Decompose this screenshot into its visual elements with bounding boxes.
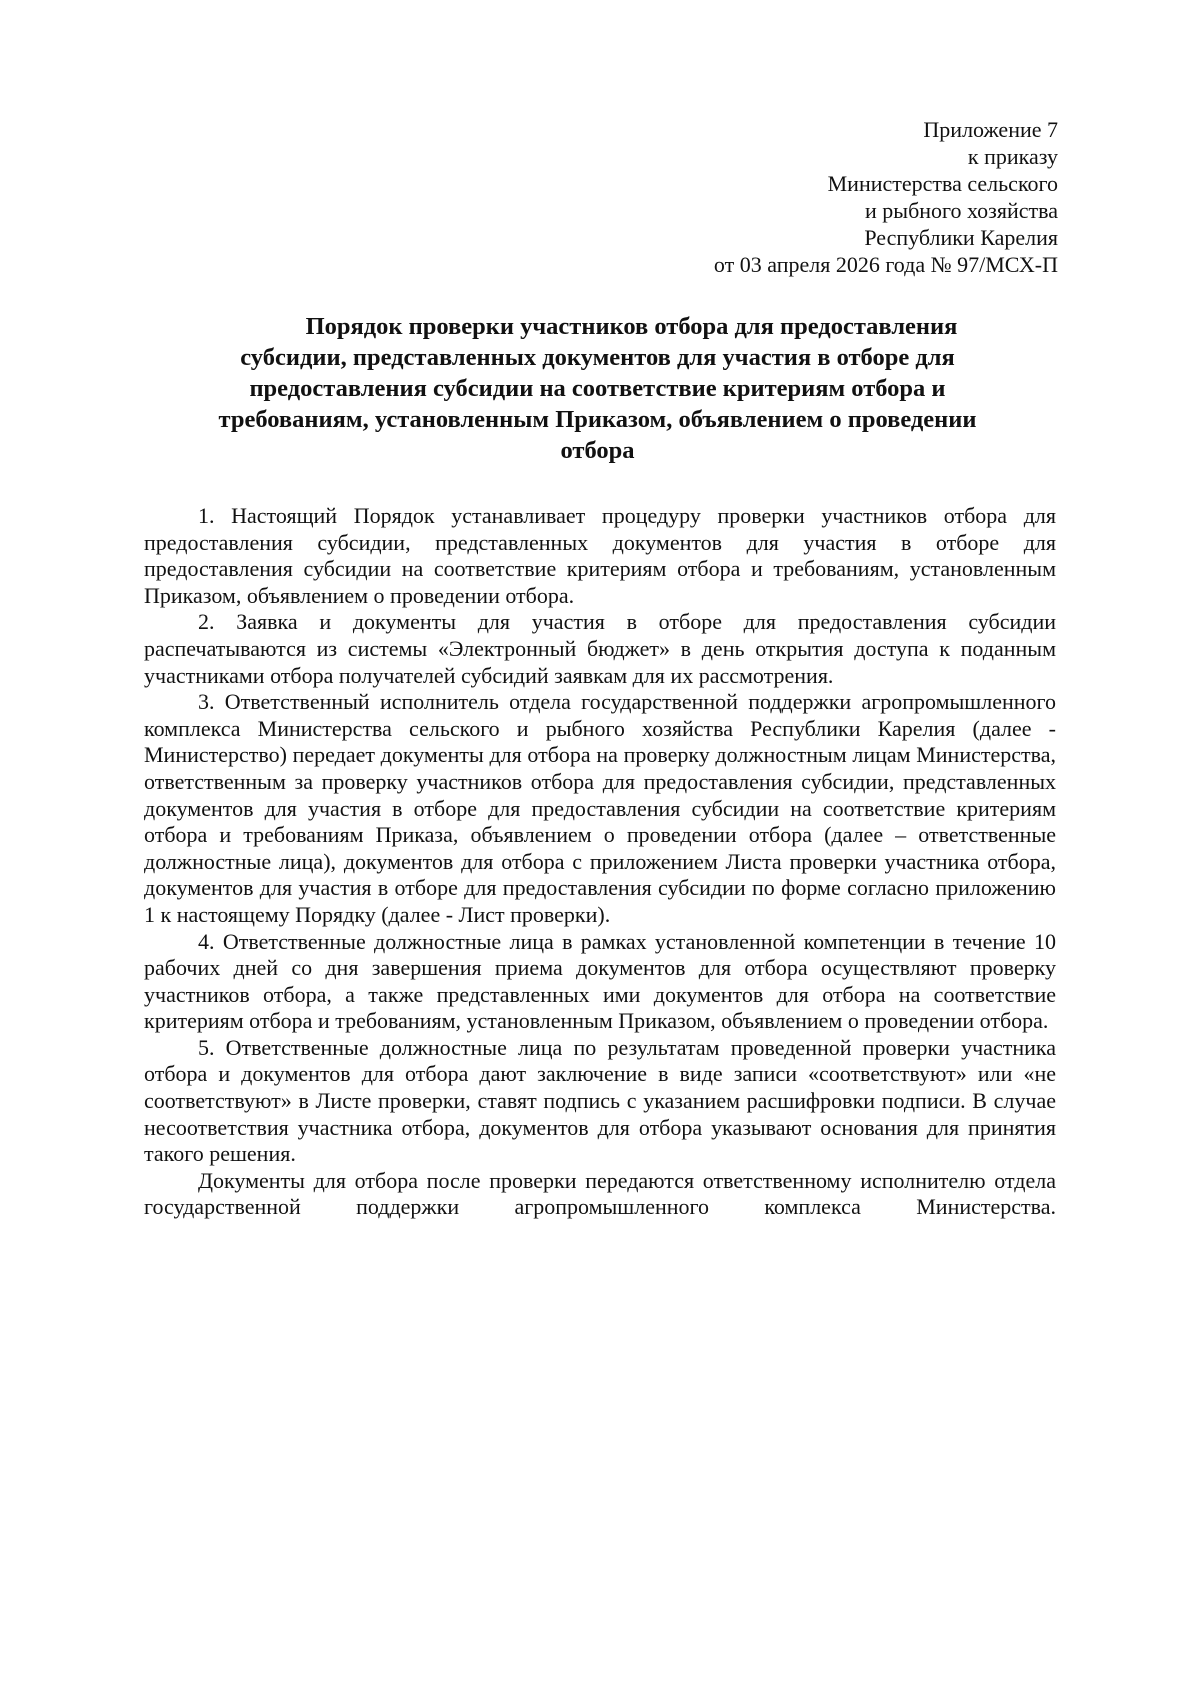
- appendix-date-number: от 03 апреля 2026 года № 97/МСХ-П: [713, 252, 1058, 277]
- title-line: требованиям, установленным Приказом, объявлением о проведении: [218, 406, 977, 433]
- document-body: [144, 503, 1056, 1221]
- appendix-ministry-line-2: и рыбного хозяйства: [865, 198, 1058, 223]
- appendix-number: Приложение 7: [923, 117, 1058, 142]
- document-title: [145, 311, 1050, 466]
- paragraph-3: 3. Ответственный исполнитель отдела государственной поддержки агропромышленного комплекса Министерства сельского и рыбного хозяйства Республики Карелия (далее - Министерство) передает документы для отбора на проверку должностным лицам Министерства, ответственным за проверку участников отбора для предоставления субсидии, представленных документов для участия в отборе для предоставления субсидии на соответствие критериям отбора и требованиям Приказа, объявлением о проведении отбора (далее – ответственные должностные лица), документов для отбора с приложением Листа проверки участника отбора, документов для участия в отборе для предоставления субсидии по форме согласно приложению 1 к настоящему Порядку (далее - Лист проверки).: [144, 689, 1056, 927]
- appendix-republic: Республики Карелия: [864, 225, 1058, 250]
- paragraph-5: 5. Ответственные должностные лица по результатам проведенной проверки участника отбора и документов для отбора дают заключение в виде записи «соответствуют» или «не соответствуют» в Листе проверки, ставят подпись с указанием расшифровки подписи. В случае несоответствия участника отбора, документов для отбора указывают основания для принятия такого решения.: [144, 1034, 1056, 1167]
- paragraph-6: Документы для отбора после проверки передаются ответственному исполнителю отдела государственной поддержки агропромышленного комплекса Министерства.: [144, 1167, 1056, 1220]
- title-line: предоставления субсидии на соответствие критериям отбора и: [249, 375, 946, 402]
- title-line: отбора: [560, 437, 635, 464]
- appendix-order-ref: к приказу: [967, 144, 1058, 169]
- title-line: Порядок проверки участников отбора для предоставления: [305, 313, 958, 340]
- paragraph-1: 1. Настоящий Порядок устанавливает процедуру проверки участников отбора для предоставления субсидии, представленных документов для участия в отборе для предоставления субсидии на соответствие критериям отбора и требованиям, установленным Приказом, объявлением о проведении отбора.: [144, 503, 1056, 608]
- paragraph-2: 2. Заявка и документы для участия в отборе для предоставления субсидии распечатываются из системы «Электронный бюджет» в день открытия доступа к поданным участниками отбора получателей субсидий заявкам для их рассмотрения.: [144, 609, 1056, 688]
- appendix-ministry-line-1: Министерства сельского: [827, 171, 1058, 196]
- title-line: субсидии, представленных документов для участия в отборе для: [240, 344, 955, 371]
- paragraph-4: 4. Ответственные должностные лица в рамках установленной компетенции в течение 10 рабочих дней со дня завершения приема документов для отбора осуществляют проверку участников отбора, а также представленных ими документов для отбора на соответствие критериям отбора и требованиям, установленным Приказом, объявлением о проведении отбора.: [144, 928, 1056, 1034]
- appendix-header: [538, 116, 1058, 278]
